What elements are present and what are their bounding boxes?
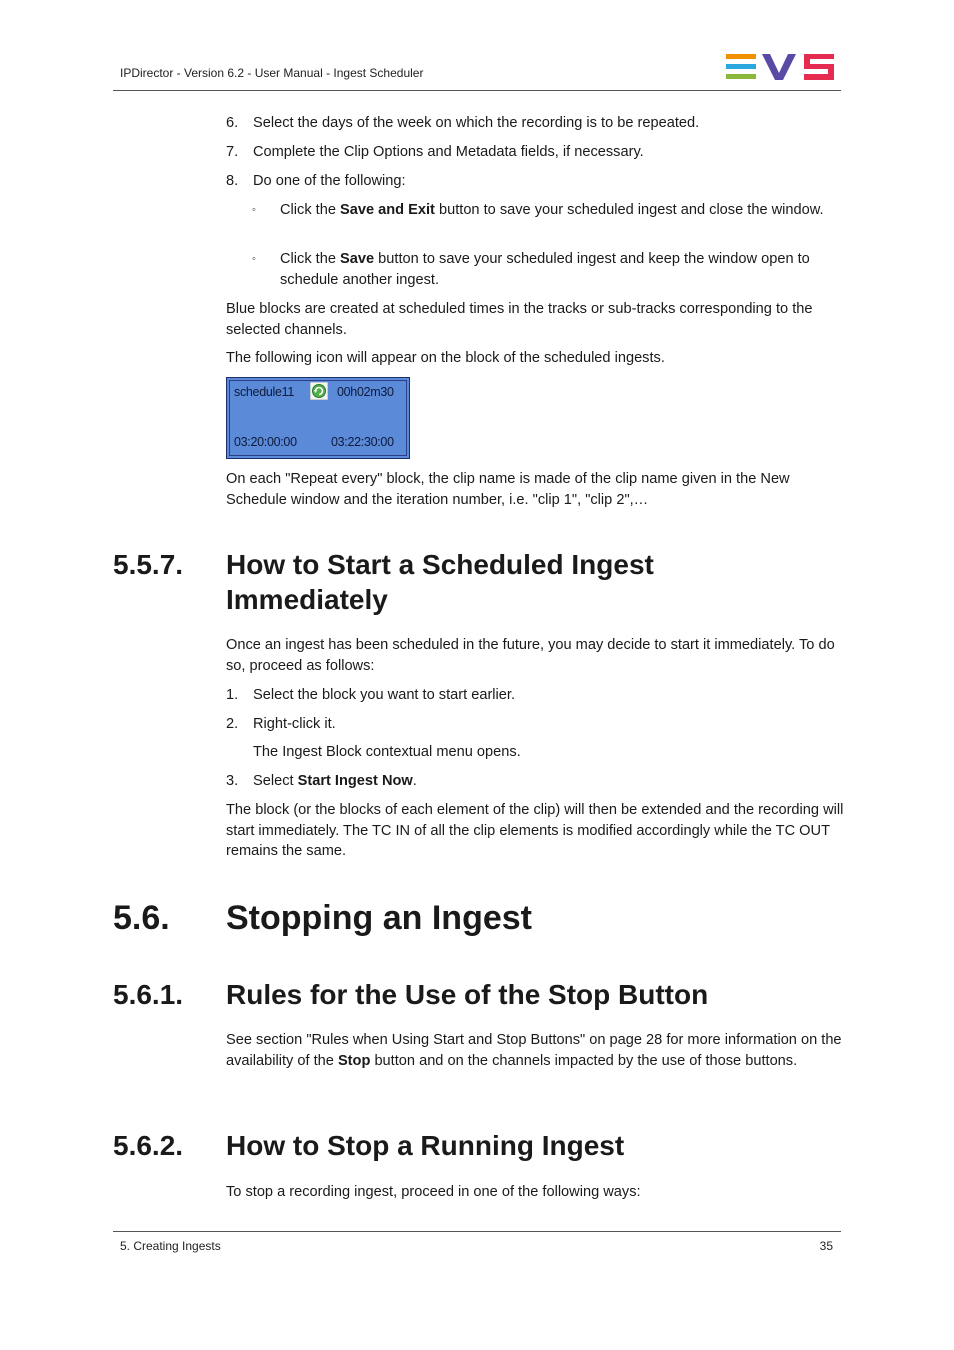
- evs-logo: [726, 53, 834, 81]
- sub-list-item: ◦ Click the Save and Exit button to save your scheduled ingest and close the window.: [252, 202, 824, 218]
- paragraph: Blue blocks are created at scheduled times in the tracks or sub-tracks corresponding to the selected channels.: [226, 301, 813, 338]
- paragraph: The block (or the blocks of each element of the clip) will then be extended and the recording will start immediately. The TC IN of all the clip elements is modified accordingly while the TC OUT remains the same.: [226, 802, 844, 859]
- block-tc-out: 03:22:30:00: [331, 435, 394, 449]
- header-title: IPDirector - Version 6.2 - User Manual - Ingest Scheduler: [120, 66, 424, 80]
- section-number: 5.6.1.: [113, 979, 184, 1010]
- header-rule: [113, 90, 841, 91]
- paragraph: Once an ingest has been scheduled in the future, you may decide to start it immediately. To do so, proceed as follows:: [226, 637, 835, 674]
- paragraph: See section "Rules when Using Start and Stop Buttons" on page 28 for more information on the availability of the Stop button and on the channels impacted by the use of those buttons.: [226, 1032, 842, 1069]
- sub-list-item: ◦ Click the Save button to save your scheduled ingest and keep the window open to schedule another ingest.: [252, 251, 810, 288]
- paragraph: The following icon will appear on the block of the scheduled ingests.: [226, 350, 665, 366]
- section-title: Rules for the Use of the Stop Button: [226, 979, 709, 1010]
- section-title: How to Start a Scheduled Ingest Immediately: [226, 549, 654, 615]
- section-title: How to Stop a Running Ingest: [226, 1130, 625, 1161]
- block-tc-in: 03:20:00:00: [234, 435, 297, 449]
- footer-rule: [113, 1231, 841, 1232]
- repeat-icon: [310, 382, 328, 400]
- chapter-title: Stopping an Ingest: [226, 899, 532, 937]
- footer-chapter: 5. Creating Ingests: [120, 1239, 221, 1253]
- step-note: The Ingest Block contextual menu opens.: [253, 744, 521, 760]
- section-number: 5.5.7.: [113, 549, 184, 580]
- section-number: 5.6.2.: [113, 1130, 184, 1161]
- chapter-number: 5.6.: [113, 899, 170, 937]
- block-duration: 00h02m30: [337, 385, 394, 399]
- paragraph: To stop a recording ingest, proceed in one of the following ways:: [226, 1184, 641, 1200]
- footer-page-number: 35: [819, 1239, 833, 1253]
- scheduled-ingest-block: [226, 377, 410, 459]
- block-clip-name: schedule11: [234, 385, 295, 399]
- paragraph: On each "Repeat every" block, the clip name is made of the clip name given in the New Schedule window and the iteration number, i.e. "clip 1", "clip 2",…: [226, 471, 790, 508]
